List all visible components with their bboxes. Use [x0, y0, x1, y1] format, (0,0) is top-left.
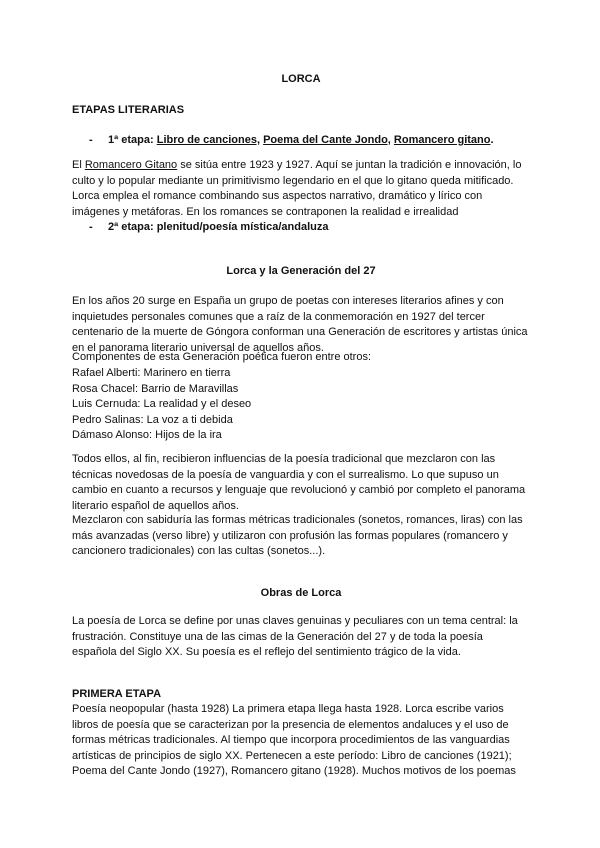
heading-generacion-27: Lorca y la Generación del 27 [226, 265, 376, 277]
list-dash: - [89, 134, 93, 146]
heading-primera-etapa: PRIMERA ETAPA [72, 688, 162, 700]
work-poema-cante-jondo: Poema del Cante Jondo, [263, 134, 391, 146]
list-item: Pedro Salinas: La voz a ti debida [72, 413, 233, 426]
romancero-pre: El [72, 159, 85, 171]
paragraph-mezclaron: Mezclaron con sabiduría las formas métricas tradicionales (sonetos, romances, liras) con las más avanzadas (verso libre) y utilizaron con profusión las formas populares (romancero y cancionero tradicionales) con las cultas (sonetos...). [72, 514, 523, 558]
romancero-text: se sitúa entre 1923 y 1927. Aquí se juntan la tradición e innovación, lo culto y lo popular mediante un primitivismo legendario en el que lo gitano queda mitificado. Lorca emplea el romance combinando sus aspectos narrativo, dramático y lírico con imágenes y metáforas. En los romances se contraponen la realidad e irrealidad [72, 159, 522, 218]
componentes-intro: Componentes de esta Generación poética fueron entre otros: [72, 351, 372, 363]
romancero-gitano-ref: Romancero Gitano [84, 159, 178, 171]
paragraph-romancero [72, 158, 530, 220]
list-item: Luis Cernuda: La realidad y el deseo [72, 398, 252, 411]
paragraph-primera-etapa: Poesía neopopular (hasta 1928) La primera etapa llega hasta 1928. Lorca escribe varios libros de poesía que se caracterizan por la presencia de elementos andaluces y el uso de formas métricas tradicionales. Al tiempo que incorpora procedimientos de las vanguardias artísticas de principios de siglo XX. Pertenecen a este período: Libro de canciones (1921); Poema del Cante Jondo (1927), Romancero gitano (1928). Muchos motivos de los poemas [72, 703, 516, 778]
paragraph-obras: La poesía de Lorca se define por unas claves genuinas y peculiares con un tema central: la frustración. Constituye una de las cimas de la Generación del 27 y de toda la poesía española del Siglo XX. Su poesía es el reflejo del sentimiento trágico de la vida. [72, 615, 518, 659]
document-title: LORCA [281, 73, 321, 85]
paragraph-generacion: En los años 20 surge en España un grupo de poetas con intereses literarios afines y con inquietudes personales comunes que a raíz de la conmemoración en 1927 del tercer centenario de la muerte de Góngora conforman una Generación de escritores y artistas única en el panorama literario universal de aquellos años. [72, 295, 528, 354]
componentes-list [72, 366, 530, 444]
list-item-etapa-1 [72, 133, 566, 149]
etapa-1-end: . [490, 134, 494, 146]
paragraph-influencias: Todos ellos, al fin, recibieron influencias de la poesía tradicional que mezclaron con las técnicas novedosas de la poesía de vanguardia y con el surrealismo. Lo que supuso un cambio en cuanto a recursos y lenguaje que revolucionó y cambió por completo el panorama literario español de aquellos años. [72, 453, 526, 512]
list-item-etapa-2 [72, 220, 566, 236]
work-libro-de-canciones: Libro de canciones, [156, 134, 261, 146]
heading-etapas-literarias: ETAPAS LITERARIAS [72, 104, 185, 116]
etapa-2-text: 2ª etapa: plenitud/poesía mística/andaluza [108, 221, 329, 233]
list-item: Rosa Chacel: Barrio de Maravillas [72, 382, 239, 395]
list-item: Dámaso Alonso: Hijos de la ira [72, 429, 222, 442]
work-romancero-gitano: Romancero gitano [393, 134, 491, 146]
etapa-1-label: 1ª etapa: [108, 134, 154, 146]
list-dash: - [89, 221, 93, 233]
heading-obras-de-lorca: Obras de Lorca [260, 587, 342, 599]
list-item: Rafael Alberti: Marinero en tierra [72, 367, 231, 379]
